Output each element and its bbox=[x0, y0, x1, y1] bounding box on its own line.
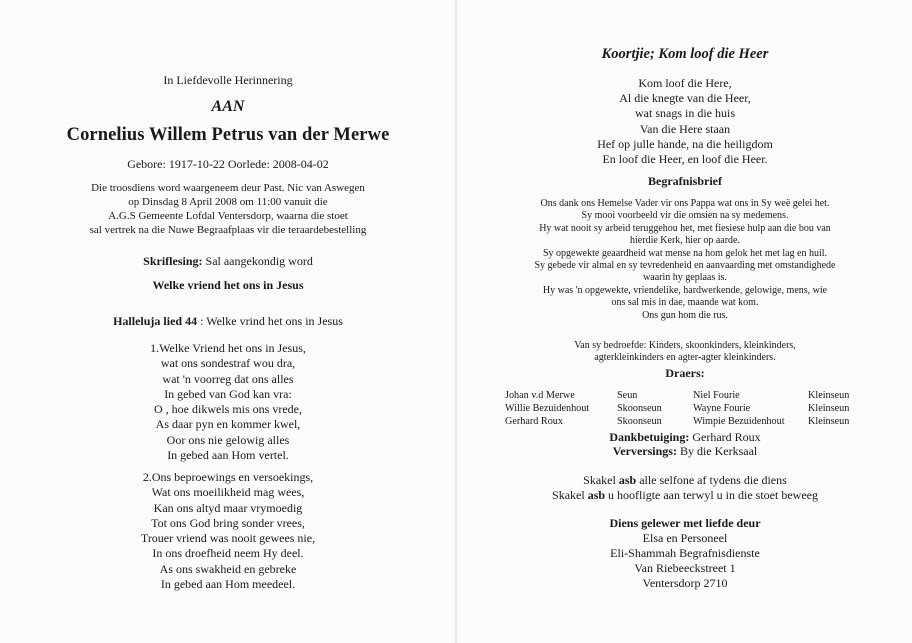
letter-line: Ons dank ons Hemelse Vader vir ons Pappa wat ons in Sy weë gelei het. bbox=[540, 198, 830, 209]
bearer-relation: Skoonseun bbox=[617, 403, 662, 414]
lights-pre: Skakel bbox=[552, 488, 588, 502]
phones-notice bbox=[458, 473, 912, 488]
stanza-line: Oor ons nie gelowig alles bbox=[166, 432, 290, 447]
refresh-line bbox=[458, 444, 912, 459]
stanza-line: Kan ons altyd maar vrymoedig bbox=[153, 500, 303, 515]
hymn-text: : Welke vrind het ons in Jesus bbox=[197, 314, 343, 328]
bearer-relation: Kleinseun bbox=[808, 403, 850, 414]
service-line-3: A.G.S Gemeente Lofdal Ventersdorp, waarna die stoet bbox=[108, 210, 348, 222]
phones-pre: Skakel bbox=[583, 473, 619, 487]
provider-line: Van Riebeeckstreet 1 bbox=[634, 561, 736, 575]
bearer-name: Gerhard Roux bbox=[505, 416, 563, 427]
stanza-line: 2.Ons beproewings en versoekings, bbox=[142, 470, 314, 484]
stanza-line: Wat ons moeilikheid mag wees, bbox=[151, 485, 305, 500]
bearer-relation: Seun bbox=[617, 390, 638, 401]
stanza-line: In ons droefheid neem Hy deel. bbox=[152, 546, 304, 561]
letter-heading: Begrafnisbrief bbox=[648, 174, 722, 188]
letter-line: Sy mooi voorbeeld vir die omsien na sy medemens. bbox=[581, 210, 789, 222]
stanza-line: As daar pyn en kommer kwel, bbox=[155, 417, 301, 432]
stanza-2 bbox=[0, 470, 456, 592]
refresh-label: Verversings: bbox=[612, 444, 677, 458]
thanks-line bbox=[458, 430, 912, 445]
stanza-line: O , hoe dikwels mis ons vrede, bbox=[154, 402, 302, 417]
hymn-label: Halleluja lied 44 bbox=[113, 314, 198, 328]
refresh-text: By die Kerksaal bbox=[676, 444, 758, 458]
draers-table bbox=[505, 389, 905, 428]
letter-line: Hy was 'n opgewekte, vriendelike, hardwerkende, gelowige, mens, wie bbox=[542, 284, 828, 296]
letter-line: Sy opgewekte geaardheid wat mense na hom gelok het met lag en huil. bbox=[542, 247, 828, 259]
thanks-label: Dankbetuiging: bbox=[609, 430, 690, 444]
letter-line: Ons gun hom die rus. bbox=[642, 309, 728, 321]
letter-line: hierdie Kerk, hier op aarde. bbox=[630, 235, 740, 247]
lights-bold: asb bbox=[587, 488, 606, 502]
deceased-name: Cornelius Willem Petrus van der Merwe bbox=[66, 125, 390, 145]
chorus-line: Al die knegte van die Heer, bbox=[619, 91, 751, 106]
aan-heading: AAN bbox=[211, 98, 245, 115]
stanza-line: As ons swakheid en gebreke bbox=[159, 561, 297, 576]
bereaved-line: agterkleinkinders en agter-agter kleinkinders. bbox=[594, 352, 776, 364]
letter-line: ons sal mis in dae, maande wat kom. bbox=[611, 297, 759, 309]
service-by: Diens gelewer met liefde deur bbox=[609, 516, 761, 530]
stanza-line: wat ons sondestraf wou dra, bbox=[160, 356, 296, 371]
bereaved bbox=[458, 340, 912, 365]
stanza-line: In gebed van God kan vra: bbox=[164, 386, 292, 401]
bearer-name: Wimpie Bezuidenhout bbox=[693, 416, 785, 427]
bearer-name: Johan v.d Merwe bbox=[505, 390, 575, 401]
table-row bbox=[505, 415, 905, 428]
stanza-line: In gebed aan Hom meedeel. bbox=[160, 577, 296, 592]
thanks-text: Gerhard Roux bbox=[689, 430, 761, 444]
bearer-relation: Skoonseun bbox=[617, 416, 662, 427]
hymn-line bbox=[0, 314, 456, 329]
draers-heading: Draers: bbox=[665, 366, 705, 380]
stanza-line: 1.Welke Vriend het ons in Jesus, bbox=[150, 341, 306, 355]
bereaved-line: Van sy bedroefde: Kinders, skoonkinders, kleinkinders, bbox=[574, 340, 796, 351]
bearer-name: Wayne Fourie bbox=[693, 403, 751, 414]
letter-line: Hy wat nooit sy arbeid teruggehou het, met fiesiese hulp aan die bou van bbox=[539, 222, 831, 234]
letter-line: waarin hy geplaas is. bbox=[643, 272, 727, 284]
table-row bbox=[505, 402, 905, 415]
bearer-relation: Kleinseun bbox=[808, 390, 850, 401]
provider-line: Ventersdorp 2710 bbox=[642, 576, 728, 590]
service-line-2: op Dinsdag 8 April 2008 om 11:00 vanuit die bbox=[128, 196, 328, 208]
phones-bold: asb bbox=[618, 473, 637, 487]
table-row bbox=[505, 389, 905, 402]
life-dates: Gebore: 1917-10-22 Oorlede: 2008-04-02 bbox=[127, 157, 329, 171]
koortjie-heading: Koortjie; Kom loof die Heer bbox=[601, 46, 769, 62]
friend-heading: Welke vriend het ons in Jesus bbox=[152, 278, 304, 292]
skriflesing-label: Skriflesing: bbox=[143, 254, 203, 268]
letter-body bbox=[458, 198, 912, 322]
provider-line: Eli-Shammah Begrafnisdienste bbox=[610, 546, 760, 560]
provider-line: Elsa en Personeel bbox=[642, 531, 728, 545]
chorus-line: Van die Here staan bbox=[639, 121, 731, 136]
bearer-name: Willie Bezuidenhout bbox=[505, 403, 590, 414]
skriflesing bbox=[0, 254, 456, 269]
lights-notice bbox=[458, 488, 912, 503]
skriflesing-text: Sal aangekondig word bbox=[202, 254, 313, 268]
lights-post: u hoofligte aan terwyl u in die stoet beweeg bbox=[605, 488, 818, 502]
stanza-1 bbox=[0, 341, 456, 463]
memory-line: In Liefdevolle Herinnering bbox=[163, 73, 293, 87]
chorus bbox=[458, 76, 912, 167]
stanza-line: wat 'n voorreg dat ons alles bbox=[162, 371, 294, 386]
stanza-line: Trouer vriend was nooit gewees nie, bbox=[140, 531, 316, 546]
chorus-line: Kom loof die Here, bbox=[638, 76, 732, 90]
stanza-line: In gebed aan Hom vertel. bbox=[167, 448, 289, 463]
stanza-line: Tot ons God bring sonder vrees, bbox=[151, 515, 305, 530]
bearer-relation: Kleinseun bbox=[808, 416, 850, 427]
letter-line: Sy gebede vir almal en sy tevredenheid en aanvaarding met omstandighede bbox=[534, 260, 836, 272]
phones-post: alle selfone af tydens die diens bbox=[636, 473, 787, 487]
service-line-4: sal vertrek na die Nuwe Begraafplaas vir die teraardebestelling bbox=[89, 224, 367, 236]
chorus-line: wat snags in die huis bbox=[635, 106, 735, 121]
chorus-line: Hef op julle hande, na die heiligdom bbox=[597, 136, 773, 151]
service-line-1: Die troosdiens word waargeneem deur Past. Nic van Aswegen bbox=[91, 182, 365, 194]
right-page bbox=[458, 0, 912, 643]
provider bbox=[458, 531, 912, 591]
bearer-name: Niel Fourie bbox=[693, 390, 740, 401]
chorus-line: En loof die Heer, en loof die Heer. bbox=[602, 152, 768, 167]
